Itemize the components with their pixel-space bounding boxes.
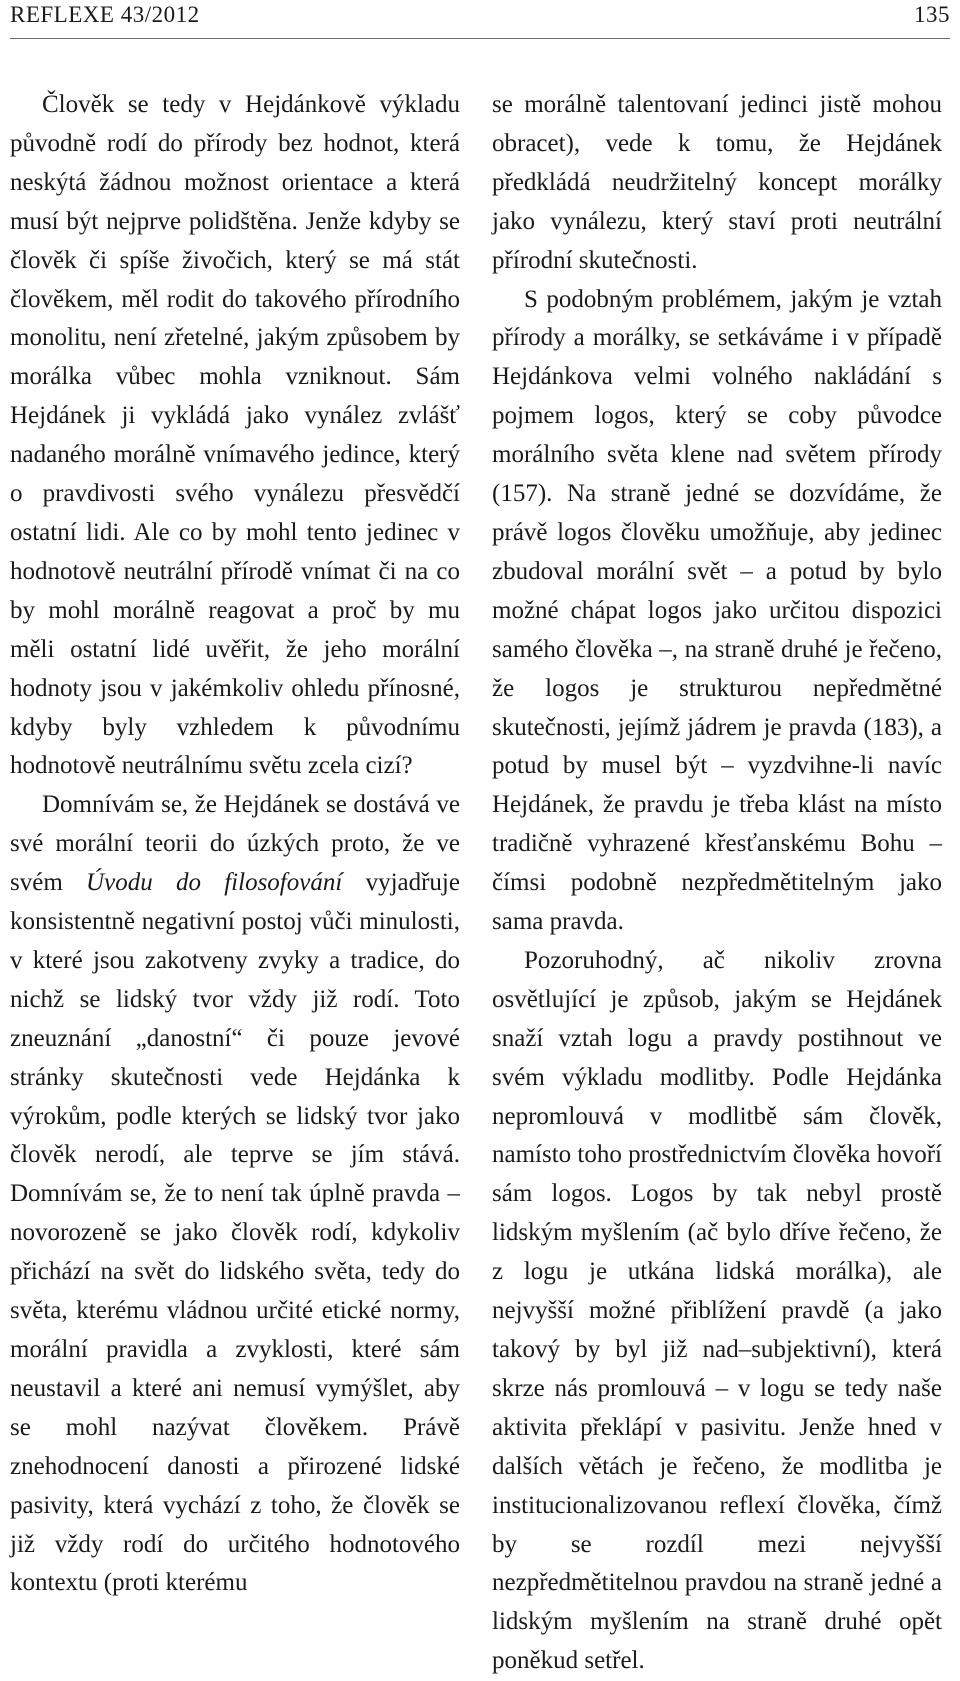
paragraph-left-1: Člověk se tedy v Hejdánkově výkladu původně rodí do přírody bez hodnot, která neskýtá žádnou možnost orientace a která musí být nejprve polidštěna. Jenže kdyby se člověk či spíše živočich, který se má stát člověkem, měl rodit do takového přírodního monolitu, není zřetelné, jakým způsobem by morálka vůbec mohla vzniknout. Sám Hejdánek ji vykládá jako vynález zvlášť nadaného morálně vnímavého jedince, který o pravdivosti svého vynálezu přesvědčí ostatní lidi. Ale co by mohl tento jedinec v hodnotově neutrální přírodě vnímat či na co by mohl morálně reagovat a proč by mu měli ostatní lidé uvěřit, že jeho morální hodnoty jsou v jakémkoliv ohledu přínosné, kdyby byly vzhledem k původnímu hodnotově neutrálnímu světu zcela cizí? [10,91,460,780]
paragraph-right-2: S podobným problémem, jakým je vztah přírody a morálky, se setkáváme i v případě Hejdánkova velmi volného nakládání s pojmem logos, který se coby původce morálního světa klene nad světem přírody (157). Na straně jedné se dozvídáme, že právě logos člověku umožňuje, aby jedinec zbudoval morální svět – a potud by bylo možné chápat logos jako určitou dispozici samého člověka –, na straně druhé je řečeno, že logos je strukturou nepředmětné skutečnosti, jejímž jádrem je pravda (183), a potud by musel být – vyzdvihne-li navíc Hejdánek, že pravdu je třeba klást na místo tradičně vyhrazené křesťanskému Bohu – čímsi podobně nezpředmětitelným jako sama pravda. [492,285,942,936]
page-number: 135 [914,2,950,27]
journal-issue: REFLEXE 43/2012 [10,2,200,27]
paragraph-right-1: se morálně talentovaní jedinci jistě mohou obracet), vede k tomu, že Hejdánek předkládá neudržitelný koncept morálky jako vynálezu, který staví proti neutrální přírodní skutečnosti. [492,91,942,274]
left-column [10,86,460,1603]
paragraph-left-2-rest: vyjadřuje konsistentně negativní postoj vůči minulosti, v které jsou zakotveny zvyky a tradice, do nichž se lidský tvor vždy již rodí. Toto zneuznání „danostní“ či pouze jevové stránky skutečnosti vede Hejdánka k výrokům, podle kterých se lidský tvor jako člověk nerodí, ale teprve se jím stává. Domnívám se, že to není tak úplně pravda – novorozeně se jako člověk rodí, kdykoliv přichází na svět do lidského světa, tedy do světa, kterému vládnou určité etické normy, morální pravidla a zvyklosti, které sám neustavil a které ani nemusí vymýšlet, aby se mohl nazývat člověkem. Právě znehodnocení danosti a přirozené lidské pasivity, která vychází z toho, že člověk se již vždy rodí do určitého hodnotového kontextu (proti kterému [10,869,460,1597]
paragraph-left-2-lead: Domnívám se, že Hejdánek se dostává ve své morální teorii do úzkých proto, že ve svém [10,791,460,897]
book-title: Úvodu do filosofování [86,869,343,897]
paragraph-left-2 [10,786,460,1603]
running-header [10,0,950,39]
right-column [492,86,942,1681]
paragraph-right-3: Pozoruhodný, ač nikoliv zrovna osvětlující je způsob, jakým se Hejdánek snaží vztah logu a pravdy postihnout ve svém výkladu modlitby. Podle Hejdánka nepromlouvá v modlitbě sám člověk, namísto toho prostřednictvím člověka hovoří sám logos. Logos by tak nebyl prostě lidským myšlením (ač bylo dříve řečeno, že z logu je utkána lidská morálka), ale nejvyšší možné přiblížení pravdě (a jako takový by byl již nad–subjektivní), která skrze nás promlouvá – v logu se tedy naše aktivita překlápí v pasivitu. Jenže hned v dalších větách je řečeno, že modlitba je institucionalizovanou reflexí člověka, čímž by se rozdíl mezi nejvyšší nezpředmětitelnou pravdou na straně jedné a lidským myšlením na straně druhé opět poněkud setřel. [492,946,942,1675]
